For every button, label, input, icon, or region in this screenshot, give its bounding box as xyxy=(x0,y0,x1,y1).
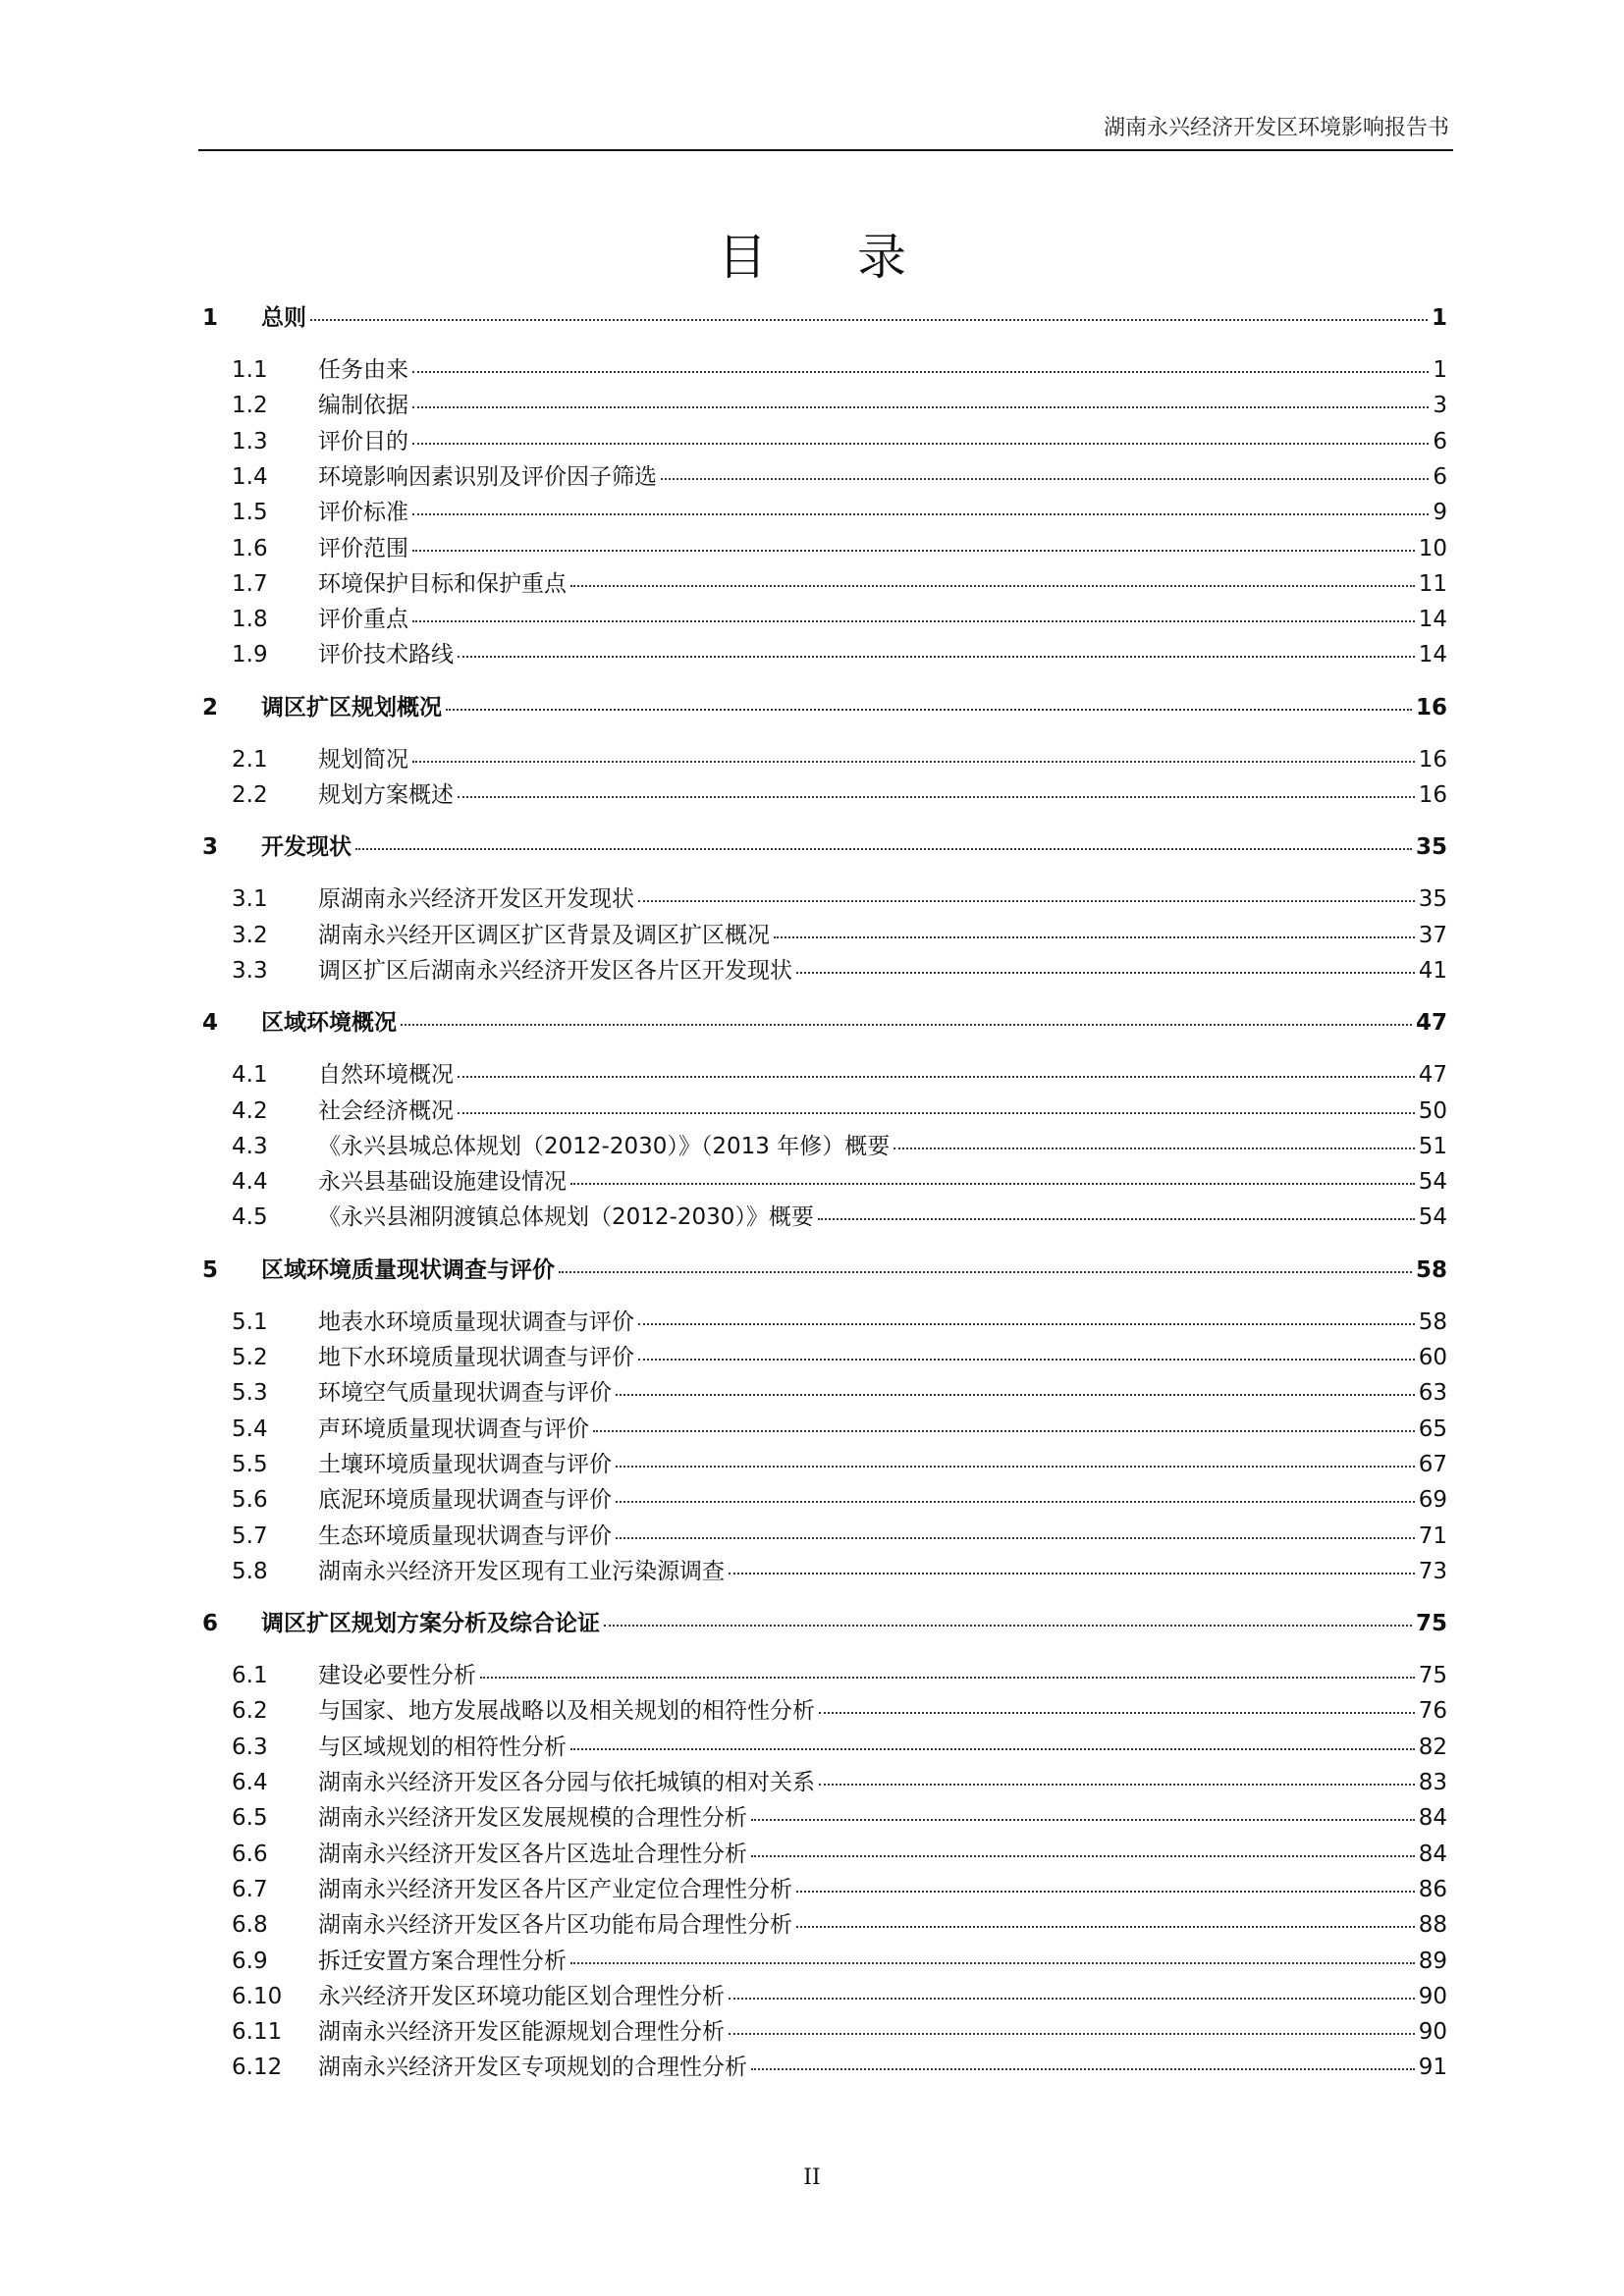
toc-entry-number: 6.8 xyxy=(232,1912,268,1939)
toc-entry-page: 88 xyxy=(1418,1912,1447,1939)
toc-entry-page: 73 xyxy=(1418,1558,1447,1584)
toc-entry-number: 4.2 xyxy=(232,1097,268,1124)
toc-entry-page: 47 xyxy=(1418,1062,1447,1089)
toc-entry-number: 6.5 xyxy=(232,1805,268,1832)
toc-section-entry[interactable] xyxy=(232,882,1447,916)
toc-entry-number: 3.1 xyxy=(232,886,268,913)
toc-entry-number: 1.3 xyxy=(232,428,268,454)
toc-leader-dots xyxy=(796,1926,1415,1928)
toc-entry-title: 湖南永兴经济开发区各片区功能布局合理性分析 xyxy=(318,1912,792,1939)
toc-leader-dots xyxy=(570,585,1415,587)
toc-leader-dots xyxy=(559,1271,1412,1273)
toc-leader-dots xyxy=(570,1962,1415,1964)
toc-section-entry[interactable] xyxy=(232,1058,1447,1092)
toc-leader-dots xyxy=(774,936,1415,938)
toc-entry-page: 1 xyxy=(1433,357,1447,383)
toc-leader-dots xyxy=(480,1677,1415,1679)
toc-entry-number: 6.3 xyxy=(232,1734,268,1760)
toc-entry-number: 5.5 xyxy=(232,1451,268,1477)
toc-entry-page: 10 xyxy=(1418,535,1447,561)
toc-entry-title: 区域环境概况 xyxy=(261,1010,397,1037)
toc-leader-dots xyxy=(819,1784,1415,1786)
page-number: II xyxy=(803,2165,821,2190)
toc-entry-number: 3.3 xyxy=(232,957,268,984)
toc-entry-page: 90 xyxy=(1418,1983,1447,2009)
toc-leader-dots xyxy=(616,1394,1415,1396)
toc-entry-title: 评价目的 xyxy=(318,428,408,454)
toc-entry-page: 67 xyxy=(1418,1451,1447,1477)
toc-entry-page: 16 xyxy=(1415,694,1447,721)
toc-section-entry[interactable] xyxy=(232,954,1447,988)
toc-entry-number: 2 xyxy=(202,694,219,721)
toc-entry-number: 6.12 xyxy=(232,2055,283,2081)
toc-entry-title: 《永兴县城总体规划（2012-2030）》（2013 年修）概要 xyxy=(318,1133,891,1159)
toc-entry-number: 5.2 xyxy=(232,1345,268,1370)
toc-entry-number: 4.1 xyxy=(232,1062,268,1089)
toc-entry-number: 1.1 xyxy=(232,357,268,383)
toc-entry-title: 与国家、地方发展战略以及相关规划的相符性分析 xyxy=(318,1698,815,1725)
toc-leader-dots xyxy=(412,550,1415,552)
toc-leader-dots xyxy=(616,1466,1415,1468)
toc-entry-title: 土壤环境质量现状调查与评价 xyxy=(318,1451,612,1477)
toc-entry-number: 5.3 xyxy=(232,1380,268,1407)
toc-leader-dots xyxy=(796,1891,1415,1893)
toc-entry-title: 永兴经济开发区环境功能区划合理性分析 xyxy=(318,1983,725,2009)
toc-entry-number: 3 xyxy=(202,834,219,861)
toc-entry-page: 58 xyxy=(1415,1256,1447,1283)
toc-entry-title: 地下水环境质量现状调查与评价 xyxy=(318,1345,634,1370)
toc-entry-title: 区域环境质量现状调查与评价 xyxy=(261,1256,555,1283)
toc-entry-number: 6 xyxy=(202,1611,219,1637)
toc-entry-page: 76 xyxy=(1418,1698,1447,1725)
toc-entry-page: 14 xyxy=(1418,607,1447,633)
toc-entry-page: 37 xyxy=(1418,922,1447,948)
toc-section-entry[interactable] xyxy=(232,1376,1447,1410)
toc-section-entry[interactable] xyxy=(232,1483,1447,1517)
toc-section-entry[interactable] xyxy=(232,1306,1447,1339)
toc-entry-number: 5.6 xyxy=(232,1487,268,1514)
toc-entry-page: 3 xyxy=(1433,393,1447,419)
toc-entry-page: 47 xyxy=(1415,1010,1447,1037)
toc-entry-number: 4.3 xyxy=(232,1133,268,1159)
toc-section-entry[interactable] xyxy=(232,1659,1447,1692)
toc-leader-dots xyxy=(458,656,1415,658)
toc-entry-title: 湖南永兴经济开发区发展规模的合理性分析 xyxy=(318,1805,747,1832)
toc-entry-number: 1 xyxy=(202,305,219,331)
toc-section-entry[interactable] xyxy=(232,1448,1447,1481)
toc-section-entry[interactable] xyxy=(232,1801,1447,1835)
toc-leader-dots xyxy=(310,319,1428,321)
toc-entry-title: 规划方案概述 xyxy=(318,782,454,808)
toc-entry-title: 调区扩区后湖南永兴经济开发区各片区开发现状 xyxy=(318,957,792,984)
toc-entry-number: 6.2 xyxy=(232,1698,268,1725)
toc-entry-title: 与区域规划的相符性分析 xyxy=(318,1734,567,1760)
toc-leader-dots xyxy=(412,513,1429,515)
toc-entry-number: 2.2 xyxy=(232,782,268,808)
toc-entry-number: 6.10 xyxy=(232,1983,283,2009)
toc-entry-title: 调区扩区规划概况 xyxy=(261,694,442,721)
toc-entry-number: 5 xyxy=(202,1256,219,1283)
toc-entry-number: 6.7 xyxy=(232,1876,268,1902)
toc-section-entry[interactable] xyxy=(232,425,1447,458)
toc-section-entry[interactable] xyxy=(232,1694,1447,1728)
toc-section-entry[interactable] xyxy=(232,389,1447,422)
toc-leader-dots xyxy=(446,709,1412,711)
toc-entry-page: 84 xyxy=(1418,1841,1447,1867)
toc-leader-dots xyxy=(638,1359,1415,1361)
toc-entry-page: 11 xyxy=(1418,570,1447,597)
toc-leader-dots xyxy=(616,1501,1415,1503)
toc-chapter-entry[interactable] xyxy=(202,301,1447,335)
toc-entry-title: 湖南永兴经济开发区现有工业污染源调查 xyxy=(318,1558,725,1584)
toc-section-entry[interactable] xyxy=(232,460,1447,494)
toc-entry-page: 1 xyxy=(1431,305,1447,331)
toc-entry-page: 84 xyxy=(1418,1805,1447,1832)
toc-entry-page: 35 xyxy=(1418,886,1447,913)
page-title: 目 录 xyxy=(718,229,944,286)
toc-entry-page: 63 xyxy=(1418,1380,1447,1407)
toc-chapter-entry[interactable] xyxy=(202,1607,1447,1640)
toc-entry-number: 5.8 xyxy=(232,1558,268,1584)
toc-entry-title: 湖南永兴经开区调区扩区背景及调区扩区概况 xyxy=(318,922,770,948)
toc-section-entry[interactable] xyxy=(232,1341,1447,1374)
toc-entry-title: 任务由来 xyxy=(318,357,408,383)
header-title: 湖南永兴经济开发区环境影响报告书 xyxy=(1103,116,1449,140)
toc-leader-dots xyxy=(819,1712,1415,1714)
toc-entry-number: 1.2 xyxy=(232,393,268,419)
toc-section-entry[interactable] xyxy=(232,567,1447,601)
toc-leader-dots xyxy=(729,2033,1415,2035)
toc-section-entry[interactable] xyxy=(232,1201,1447,1234)
toc-entry-title: 生态环境质量现状调查与评价 xyxy=(318,1522,612,1549)
toc-entry-page: 89 xyxy=(1418,1948,1447,1974)
toc-entry-title: 开发现状 xyxy=(261,834,352,861)
toc-entry-number: 1.4 xyxy=(232,463,268,490)
toc-section-entry[interactable] xyxy=(232,353,1447,387)
toc-entry-page: 69 xyxy=(1418,1487,1447,1514)
toc-entry-number: 1.6 xyxy=(232,535,268,561)
toc-leader-dots xyxy=(412,371,1429,373)
toc-section-entry[interactable] xyxy=(232,1873,1447,1906)
toc-entry-page: 41 xyxy=(1418,957,1447,984)
toc-leader-dots xyxy=(751,2068,1415,2070)
toc-leader-dots xyxy=(355,848,1412,850)
toc-entry-title: 底泥环境质量现状调查与评价 xyxy=(318,1487,612,1514)
toc-section-entry[interactable] xyxy=(232,603,1447,636)
toc-entry-title: 声环境质量现状调查与评价 xyxy=(318,1415,589,1442)
toc-leader-dots xyxy=(412,620,1415,622)
toc-chapter-entry[interactable] xyxy=(202,1006,1447,1040)
toc-entry-title: 调区扩区规划方案分析及综合论证 xyxy=(261,1611,600,1637)
toc-entry-title: 环境空气质量现状调查与评价 xyxy=(318,1380,612,1407)
toc-leader-dots xyxy=(570,1183,1415,1185)
toc-leader-dots xyxy=(570,1748,1415,1750)
toc-entry-title: 评价重点 xyxy=(318,607,408,633)
toc-entry-number: 2.1 xyxy=(232,746,268,773)
toc-section-entry[interactable] xyxy=(232,1945,1447,1978)
toc-entry-number: 1.5 xyxy=(232,500,268,526)
toc-entry-page: 51 xyxy=(1418,1133,1447,1159)
toc-entry-number: 5.7 xyxy=(232,1522,268,1549)
toc-section-entry[interactable] xyxy=(232,778,1447,812)
toc-entry-title: 建设必要性分析 xyxy=(318,1663,476,1689)
toc-entry-page: 83 xyxy=(1418,1770,1447,1795)
toc-entry-number: 6.11 xyxy=(232,2019,283,2046)
toc-leader-dots xyxy=(638,1323,1415,1325)
toc-entry-page: 6 xyxy=(1433,428,1447,454)
toc-entry-page: 75 xyxy=(1415,1611,1447,1637)
toc-leader-dots xyxy=(458,1076,1415,1078)
toc-entry-title: 评价技术路线 xyxy=(318,642,454,668)
toc-section-entry[interactable] xyxy=(232,2051,1447,2084)
toc-entry-number: 6.1 xyxy=(232,1663,268,1689)
toc-section-entry[interactable] xyxy=(232,638,1447,671)
toc-entry-number: 3.2 xyxy=(232,922,268,948)
toc-leader-dots xyxy=(729,1573,1415,1575)
toc-entry-page: 90 xyxy=(1418,2019,1447,2046)
toc-entry-number: 6.6 xyxy=(232,1841,268,1867)
toc-entry-number: 5.4 xyxy=(232,1415,268,1442)
toc-leader-dots xyxy=(593,1430,1415,1432)
toc-leader-dots xyxy=(818,1218,1415,1220)
toc-entry-page: 75 xyxy=(1418,1663,1447,1689)
toc-entry-page: 35 xyxy=(1415,834,1447,861)
toc-entry-page: 71 xyxy=(1418,1522,1447,1549)
toc-leader-dots xyxy=(661,478,1429,480)
toc-leader-dots xyxy=(412,761,1415,763)
toc-section-entry[interactable] xyxy=(232,1766,1447,1799)
toc-entry-page: 16 xyxy=(1418,746,1447,773)
toc-entry-page: 82 xyxy=(1418,1734,1447,1760)
toc-chapter-entry[interactable] xyxy=(202,1254,1447,1287)
toc-entry-title: 环境影响因素识别及评价因子筛选 xyxy=(318,463,657,490)
toc-entry-title: 社会经济概况 xyxy=(318,1097,454,1124)
toc-section-entry[interactable] xyxy=(232,919,1447,952)
toc-entry-title: 湖南永兴经济开发区各片区产业定位合理性分析 xyxy=(318,1876,792,1902)
toc-entry-title: 原湖南永兴经济开发区开发现状 xyxy=(318,886,634,913)
toc-entry-page: 54 xyxy=(1418,1204,1447,1231)
toc-entry-title: 评价范围 xyxy=(318,535,408,561)
toc-entry-page: 14 xyxy=(1418,642,1447,668)
toc-leader-dots xyxy=(638,900,1415,902)
toc-leader-dots xyxy=(604,1625,1412,1627)
toc-entry-page: 50 xyxy=(1418,1097,1447,1124)
toc-entry-title: 总则 xyxy=(261,305,306,331)
toc-chapter-entry[interactable] xyxy=(202,830,1447,864)
toc-entry-page: 16 xyxy=(1418,782,1447,808)
toc-entry-number: 1.8 xyxy=(232,607,268,633)
toc-leader-dots xyxy=(412,443,1429,445)
toc-entry-number: 6.4 xyxy=(232,1770,268,1795)
toc-leader-dots xyxy=(401,1024,1412,1026)
toc-section-entry[interactable] xyxy=(232,2015,1447,2049)
toc-entry-title: 永兴县基础设施建设情况 xyxy=(318,1169,567,1196)
toc-entry-number: 1.7 xyxy=(232,570,268,597)
toc-entry-title: 湖南永兴经济开发区专项规划的合理性分析 xyxy=(318,2055,747,2081)
toc-section-entry[interactable] xyxy=(232,532,1447,565)
toc-section-entry[interactable] xyxy=(232,1980,1447,2013)
toc-entry-number: 5.1 xyxy=(232,1308,268,1335)
toc-entry-page: 54 xyxy=(1418,1169,1447,1196)
toc-section-entry[interactable] xyxy=(232,1520,1447,1553)
toc-entry-page: 58 xyxy=(1418,1308,1447,1335)
toc-section-entry[interactable] xyxy=(232,1908,1447,1942)
toc-entry-title: 评价标准 xyxy=(318,500,408,526)
toc-section-entry[interactable] xyxy=(232,496,1447,529)
toc-section-entry[interactable] xyxy=(232,1165,1447,1199)
toc-section-entry[interactable] xyxy=(232,1130,1447,1163)
toc-entry-title: 环境保护目标和保护重点 xyxy=(318,570,567,597)
toc-section-entry[interactable] xyxy=(232,743,1447,776)
toc-entry-title: 湖南永兴经济开发区能源规划合理性分析 xyxy=(318,2019,725,2046)
toc-entry-page: 86 xyxy=(1418,1876,1447,1902)
toc-entry-page: 6 xyxy=(1433,463,1447,490)
toc-entry-page: 60 xyxy=(1418,1345,1447,1370)
toc-leader-dots xyxy=(893,1148,1415,1149)
toc-entry-title: 规划简况 xyxy=(318,746,408,773)
toc-entry-title: 拆迁安置方案合理性分析 xyxy=(318,1948,567,1974)
toc-section-entry[interactable] xyxy=(232,1413,1447,1446)
toc-section-entry[interactable] xyxy=(232,1731,1447,1764)
toc-entry-title: 湖南永兴经济开发区各分园与依托城镇的相对关系 xyxy=(318,1770,815,1795)
toc-leader-dots xyxy=(751,1819,1415,1821)
toc-entry-title: 《永兴县湘阴渡镇总体规划（2012-2030）》概要 xyxy=(318,1204,814,1231)
toc-entry-page: 65 xyxy=(1418,1415,1447,1442)
toc-section-entry[interactable] xyxy=(232,1555,1447,1588)
toc-leader-dots xyxy=(458,1112,1415,1114)
toc-leader-dots xyxy=(796,972,1415,974)
toc-entry-title: 地表水环境质量现状调查与评价 xyxy=(318,1308,634,1335)
toc-section-entry[interactable] xyxy=(232,1095,1447,1128)
toc-entry-number: 4 xyxy=(202,1010,219,1037)
toc-entry-title: 湖南永兴经济开发区各片区选址合理性分析 xyxy=(318,1841,747,1867)
toc-section-entry[interactable] xyxy=(232,1838,1447,1871)
toc-leader-dots xyxy=(729,1998,1415,2000)
toc-entry-number: 4.4 xyxy=(232,1169,268,1196)
toc-entry-number: 6.9 xyxy=(232,1948,268,1974)
toc-entry-page: 91 xyxy=(1418,2055,1447,2081)
toc-leader-dots xyxy=(616,1537,1415,1539)
toc-entry-number: 1.9 xyxy=(232,642,268,668)
toc-leader-dots xyxy=(751,1855,1415,1857)
toc-entry-title: 自然环境概况 xyxy=(318,1062,454,1089)
toc-leader-dots xyxy=(412,406,1429,408)
toc-entry-number: 4.5 xyxy=(232,1204,268,1231)
toc-entry-title: 编制依据 xyxy=(318,393,408,419)
toc-entry-page: 9 xyxy=(1433,500,1447,526)
toc-chapter-entry[interactable] xyxy=(202,691,1447,724)
toc-leader-dots xyxy=(458,796,1415,798)
